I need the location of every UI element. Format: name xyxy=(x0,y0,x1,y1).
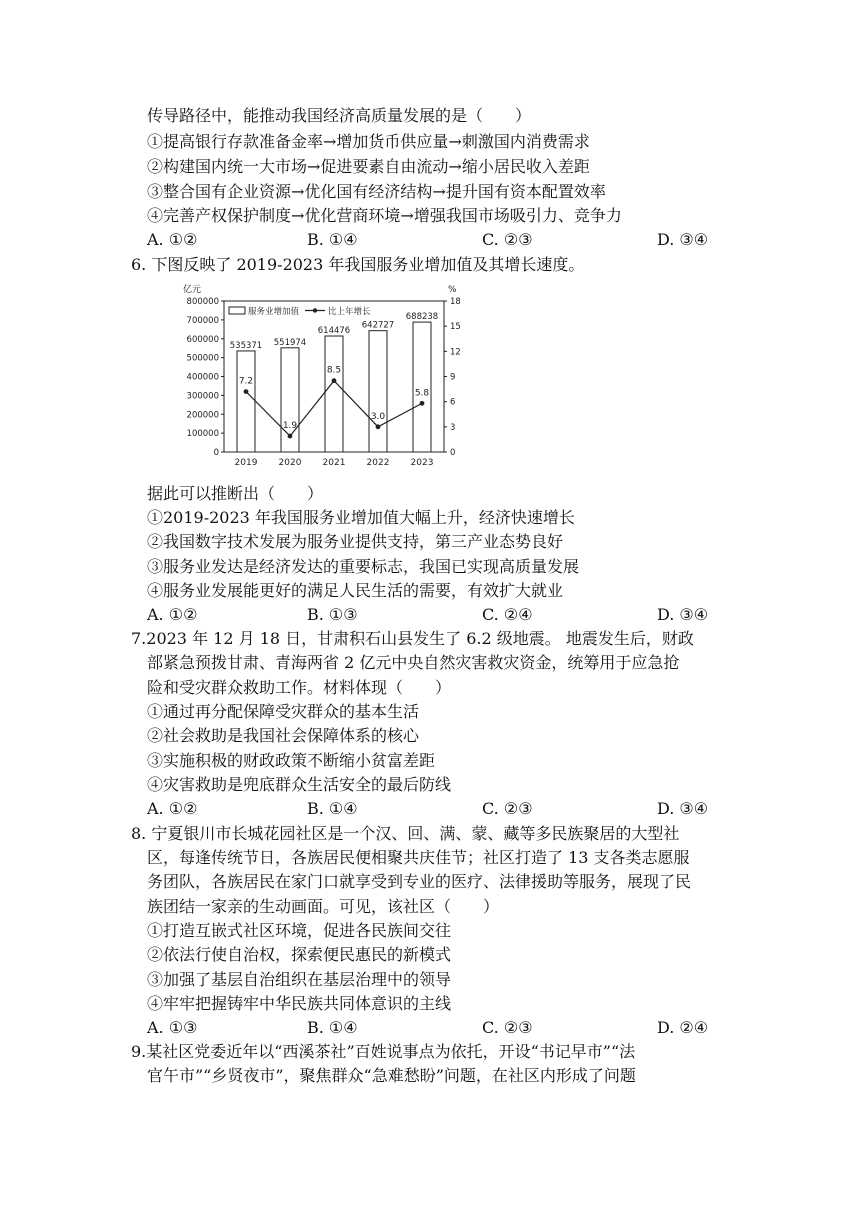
q9-stem-line: 9.某社区党委近年以“西溪茶社”百姓说事点为依托，开设“书记早市”“法 xyxy=(131,1042,636,1061)
growth-value-label: 3.0 xyxy=(370,411,386,422)
y-left-tick-label: 400000 xyxy=(186,372,219,383)
q7-stem-line: 部紧急预拨甘肃、青海两省 2 亿元中央自然灾害救灾资金，统筹用于应急抢 xyxy=(147,653,680,672)
bar xyxy=(413,322,431,452)
bar xyxy=(237,351,255,452)
option-c: C. ②④ xyxy=(482,605,533,624)
q7-stem-line: 7.2023 年 12 月 18 日，甘肃积石山县发生了 6.2 级地震。 地震发生后，财政 xyxy=(131,629,694,648)
q7-stem-line: 险和受灾群众救助工作。材料体现（ ） xyxy=(147,678,452,697)
growth-point xyxy=(332,378,337,383)
q5-item: ①提高银行存款准备金率→增加货币供应量→刺激国内消费需求 xyxy=(147,132,590,151)
option-a: A. ①② xyxy=(147,230,198,249)
bar-value-label: 551974 xyxy=(273,337,307,348)
q5-item: ②构建国内统一大市场→促进要素自由流动→缩小居民收入差距 xyxy=(147,157,590,176)
legend-bar-swatch xyxy=(229,307,245,314)
q6-prompt: 据此可以推断出（ ） xyxy=(147,484,324,503)
q8-stem-line: 区，每逢传统节日，各族居民便相聚共庆佳节；社区打造了 13 支各类志愿服 xyxy=(147,848,690,867)
x-tick-label: 2023 xyxy=(410,458,434,468)
q7-item: ②社会救助是我国社会保障体系的核心 xyxy=(147,726,420,745)
option-b: B. ①③ xyxy=(307,605,358,624)
growth-value-label: 1.9 xyxy=(282,421,298,432)
option-d: D. ②④ xyxy=(657,1018,709,1037)
legend-line-label: 比上年增长 xyxy=(328,307,371,317)
q5-item: ④完善产权保护制度→优化营商环境→增强我国市场吸引力、竞争力 xyxy=(147,206,622,225)
option-b: B. ①④ xyxy=(307,799,358,818)
y-right-tick-label: 3 xyxy=(450,422,456,433)
q6-item: ①2019-2023 年我国服务业增加值大幅上升，经济快速增长 xyxy=(147,508,575,527)
x-tick-label: 2019 xyxy=(234,458,258,468)
x-tick-label: 2022 xyxy=(366,458,390,468)
y-left-tick-label: 500000 xyxy=(186,353,219,364)
q7-item: ①通过再分配保障受灾群众的基本生活 xyxy=(147,702,420,721)
y-right-tick-label: 0 xyxy=(450,448,456,458)
option-c: C. ②③ xyxy=(482,230,533,249)
growth-point xyxy=(288,434,293,439)
growth-value-label: 5.8 xyxy=(414,388,430,399)
q7-options xyxy=(147,797,727,821)
x-tick-label: 2021 xyxy=(322,458,346,468)
legend-line-marker xyxy=(313,308,317,312)
q7-item: ③实施积极的财政政策不断缩小贫富差距 xyxy=(147,751,436,770)
y-left-tick-label: 800000 xyxy=(186,297,219,307)
q5-stem-tail: 传导路径中，能推动我国经济高质量发展的是（ ） xyxy=(147,106,532,125)
q8-item: ②依法行使自治权，探索便民惠民的新模式 xyxy=(147,945,452,964)
q6-item: ②我国数字技术发展为服务业提供支持，第三产业态势良好 xyxy=(147,532,564,551)
x-tick-label: 2020 xyxy=(278,458,302,468)
y-left-unit: 亿元 xyxy=(183,285,202,295)
growth-value-label: 8.5 xyxy=(326,365,342,376)
option-a: A. ①② xyxy=(147,799,198,818)
y-right-tick-label: 6 xyxy=(450,397,456,408)
y-right-tick-label: 9 xyxy=(450,372,456,383)
legend-bar-label: 服务业增加值 xyxy=(248,307,300,317)
bar-value-label: 688238 xyxy=(405,312,439,323)
y-right-tick-label: 18 xyxy=(450,297,461,307)
y-left-tick-label: 300000 xyxy=(186,391,219,402)
q6-item: ③服务业发达是经济发达的重要标志，我国已实现高质量发展 xyxy=(147,557,580,576)
growth-point xyxy=(420,401,425,406)
option-a: A. ①③ xyxy=(147,1018,198,1037)
y-left-tick-label: 100000 xyxy=(186,429,219,440)
q8-item: ①打造互嵌式社区环境，促进各民族间交往 xyxy=(147,921,452,940)
q6-item: ④服务业发展能更好的满足人民生活的需要，有效扩大就业 xyxy=(147,581,564,600)
option-b: B. ①④ xyxy=(307,230,358,249)
q8-stem-line: 务团队，各族居民在家门口就享受到专业的医疗、法律援助等服务，展现了民 xyxy=(147,872,692,891)
y-left-tick-label: 700000 xyxy=(186,315,219,326)
q8-stem-line: 8. 宁夏银川市长城花园社区是一个汉、回、满、蒙、藏等多民族聚居的大型社 xyxy=(131,824,680,843)
bar-value-label: 614476 xyxy=(317,326,351,337)
q8-options xyxy=(147,1016,727,1040)
y-right-tick-label: 15 xyxy=(450,322,461,333)
q5-item: ③整合国有企业资源→优化国有经济结构→提升国有资本配置效率 xyxy=(147,182,606,201)
q8-stem-line: 族团结一家亲的生动画面。可见，该社区（ ） xyxy=(147,897,500,916)
q6-stem: 6. 下图反映了 2019-2023 年我国服务业增加值及其增长速度。 xyxy=(131,255,585,274)
option-c: C. ②③ xyxy=(482,799,533,818)
bar xyxy=(369,331,387,452)
q9-stem-line: 官午市”“乡贤夜市”，聚焦群众“急难愁盼”问题，在社区内形成了问题 xyxy=(147,1066,636,1085)
option-b: B. ①④ xyxy=(307,1018,358,1037)
y-left-tick-label: 600000 xyxy=(186,334,219,345)
option-d: D. ③④ xyxy=(657,799,709,818)
q5-options xyxy=(147,228,727,252)
option-c: C. ②③ xyxy=(482,1018,533,1037)
option-a: A. ①② xyxy=(147,605,198,624)
chart-svg xyxy=(175,283,475,473)
y-left-tick-label: 200000 xyxy=(186,410,219,421)
bar-value-label: 642727 xyxy=(361,320,395,331)
y-right-unit: % xyxy=(448,285,457,295)
y-left-tick-label: 0 xyxy=(213,448,219,458)
y-right-tick-label: 12 xyxy=(450,347,461,358)
option-d: D. ③④ xyxy=(657,230,709,249)
q8-item: ③加强了基层自治组织在基层治理中的领导 xyxy=(147,970,452,989)
q7-item: ④灾害救助是兜底群众生活安全的最后防线 xyxy=(147,775,452,794)
option-d: D. ③④ xyxy=(657,605,709,624)
bar xyxy=(325,336,343,452)
growth-point xyxy=(376,424,381,429)
growth-point xyxy=(244,389,249,394)
q6-options xyxy=(147,603,727,627)
q8-item: ④牢牢把握铸牢中华民族共同体意识的主线 xyxy=(147,994,452,1013)
bar-value-label: 535371 xyxy=(229,340,263,351)
growth-value-label: 7.2 xyxy=(238,376,254,387)
service-industry-chart xyxy=(175,283,475,473)
